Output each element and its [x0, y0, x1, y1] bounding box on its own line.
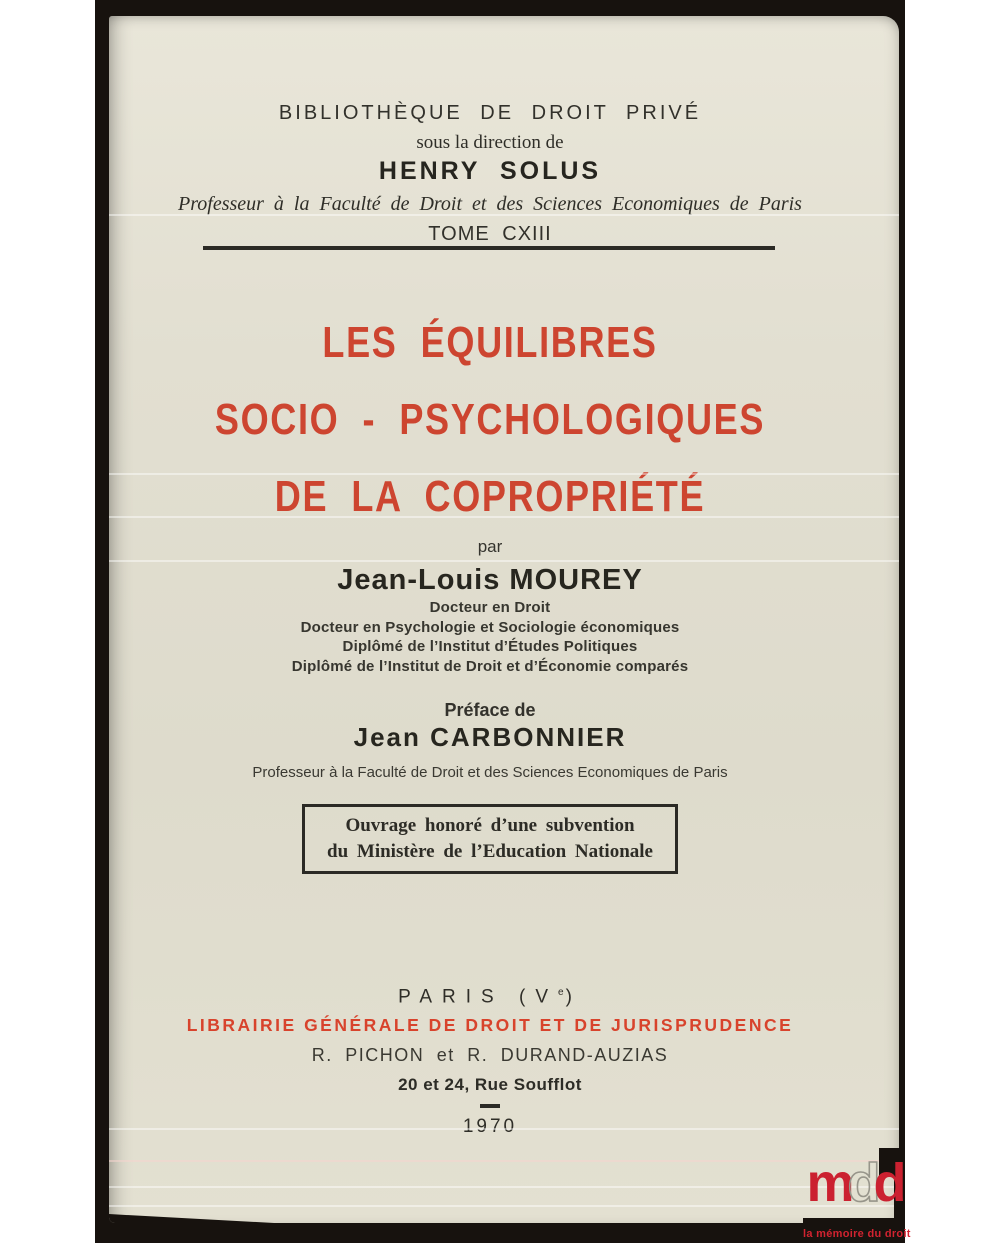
scan-streak: [109, 214, 899, 216]
publisher-city-suffix: ): [565, 986, 582, 1008]
mdd-letter-d-outline: d: [847, 1153, 874, 1213]
scan-streak: [109, 560, 899, 562]
publisher-address: 20 et 24, Rue Soufflot: [398, 1075, 582, 1095]
book-title-line-1: LES ÉQUILIBRES: [322, 318, 658, 367]
series-direction-line: sous la direction de: [416, 132, 564, 153]
author-credential: Diplômé de l’Institut d’Études Politiques: [342, 638, 638, 655]
preface-section: [125, 699, 855, 781]
mdd-caption: la mémoire du droit: [803, 1228, 911, 1240]
publisher-city-prefix: PARIS (V: [398, 986, 558, 1008]
author-credential: Docteur en Droit: [429, 599, 551, 616]
series-director-role: Professeur à la Faculté de Droit et des Sciences Economiques de Paris: [178, 193, 802, 215]
scan-streak: [109, 1205, 899, 1207]
book-title-page: [109, 16, 899, 1223]
series-header: [125, 102, 855, 246]
preface-author-name: Jean CARBONNIER: [353, 722, 627, 752]
header-rule: [203, 246, 775, 250]
publisher-section: [125, 982, 855, 1138]
paper-bottom-shadow: [109, 1212, 287, 1223]
book-title-line-2: SOCIO - PSYCHOLOGIQUES: [214, 395, 766, 444]
series-tome: TOME CXIII: [428, 223, 552, 245]
grant-box-line-1: Ouvrage honoré d’une subvention: [345, 815, 635, 836]
mdd-logo: [803, 1153, 903, 1213]
grant-box-line-2: du Ministère de l’Education Nationale: [327, 841, 653, 862]
preface-label: Préface de: [444, 700, 536, 720]
grant-box: [302, 804, 678, 874]
author-name: Jean-Louis MOUREY: [337, 564, 643, 596]
scan-streak: [109, 1128, 899, 1130]
publisher-persons: R. PICHON et R. DURAND-AUZIAS: [311, 1045, 669, 1066]
publisher-name: LIBRAIRIE GÉNÉRALE DE DROIT ET DE JURISPRUDENCE: [186, 1015, 794, 1036]
author-credential: Docteur en Psychologie et Sociologie économiques: [300, 618, 680, 636]
mdd-letter-m: m: [806, 1153, 848, 1213]
separator-dash: [480, 1104, 500, 1108]
scan-streak: [109, 1160, 899, 1162]
book-title-line-3: DE LA COPROPRIÉTÉ: [274, 472, 706, 521]
mdd-underline-bar: [803, 1218, 903, 1224]
author-par-label: par: [477, 537, 503, 556]
preface-author-role: Professeur à la Faculté de Droit et des Sciences Economiques de Paris: [252, 764, 728, 781]
author-section: [125, 536, 855, 676]
mdd-letter-d: d: [873, 1153, 900, 1213]
grant-box-wrap: [125, 804, 855, 874]
publisher-city: [125, 982, 855, 1008]
scan-streak: [109, 516, 899, 518]
publication-year: 1970: [462, 1116, 518, 1138]
publisher-city-superscript: e: [558, 987, 566, 998]
series-title: BIBLIOTHÈQUE DE DROIT PRIVÉ: [278, 102, 702, 124]
series-director-name: HENRY SOLUS: [378, 157, 602, 185]
scan-streak: [109, 1186, 899, 1188]
author-credential: Diplômé de l’Institut de Droit et d’Économie comparés: [291, 657, 689, 675]
scan-streak: [109, 473, 899, 475]
book-title: [125, 304, 855, 535]
mdd-watermark: [803, 1148, 911, 1243]
